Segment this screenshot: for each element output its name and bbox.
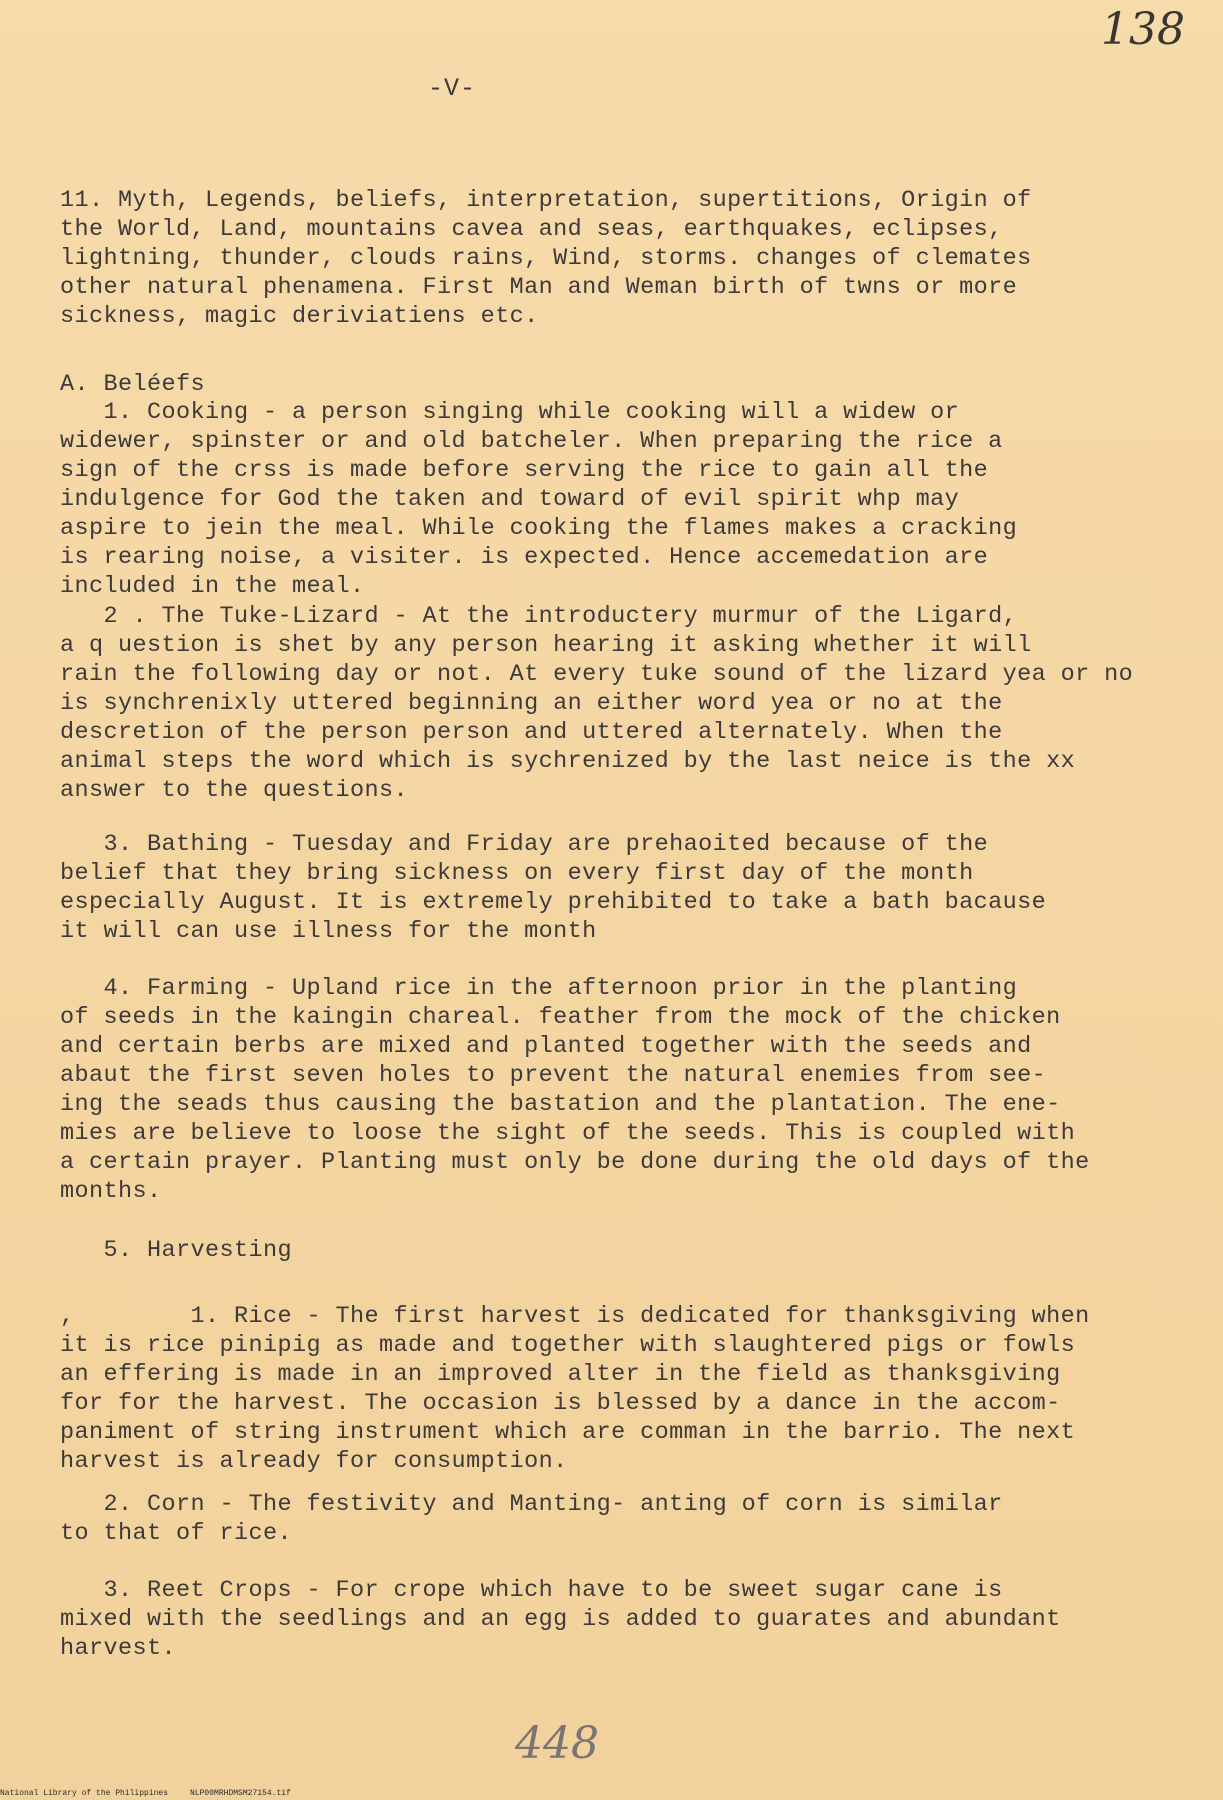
handwritten-signature: 448 [515,1718,599,1769]
text-line: is rearing noise, a visiter. is expected. Hence accemedation are [60,544,989,571]
text-line: 3. Bathing - Tuesday and Friday are prehaoited because of the [60,831,989,858]
text-line: a certain prayer. Planting must only be done during the old days of the [60,1149,1090,1176]
text-line: indulgence for God the taken and toward of evil spirit whp may [60,486,960,513]
text-line: abaut the first seven holes to prevent the natural enemies from see- [60,1062,1047,1089]
text-line: lightning, thunder, clouds rains, Wind, storms. changes of clemates [60,245,1032,272]
root-crops-paragraph [60,1576,1140,1663]
harvesting-heading: 5. Harvesting [60,1237,293,1264]
beliefs-heading: A. Beléefs [60,371,206,398]
text-line: the World, Land, mountains cavea and seas, earthquakes, eclipses, [60,216,1003,243]
text-line: sign of the crss is made before serving the rice to gain all the [60,457,989,484]
text-line: rain the following day or not. At every tuke sound of the lizard yea or no [60,661,1134,688]
text-line: harvest. [60,1635,177,1662]
text-line: aspire to jein the meal. While cooking the flames makes a cracking [60,515,1018,542]
text-line: months. [60,1178,162,1205]
scan-footer [0,1789,1223,1798]
rice-paragraph [60,1302,1140,1476]
text-line: belief that they bring sickness on every first day of the month [60,860,974,887]
text-line: widewer, spinster or and old batcheler. When preparing the rice a [60,428,1003,455]
text-line: it is rice pinipig as made and together with slaughtered pigs or fowls [60,1332,1076,1359]
footer-file: NLP00MRHDMSM27154.tif [190,1789,291,1798]
text-line: for for the harvest. The occasion is blessed by a dance in the accom- [60,1390,1061,1417]
text-line: 4. Farming - Upland rice in the afternoon prior in the planting [60,975,1018,1002]
text-line: 2. Corn - The festivity and Manting- anting of corn is similar [60,1491,1003,1518]
text-line: harvest is already for consumption. [60,1448,568,1475]
text-line: it will can use illness for the month [60,918,597,945]
bathing-paragraph [60,830,1140,946]
text-line: 11. Myth, Legends, beliefs, interpretation, supertitions, Origin of [60,187,1032,214]
tuko-lizard-paragraph [60,602,1140,805]
intro-paragraph [60,186,1140,331]
text-line: of seeds in the kaingin chareal. feather from the mock of the chicken [60,1004,1061,1031]
text-line: to that of rice. [60,1520,293,1547]
text-line: animal steps the word which is sychrenized by the last neice is the xx [60,748,1076,775]
section-marker: -V- [428,74,477,103]
text-line: mies are believe to loose the sight of the seeds. This is coupled with [60,1120,1076,1147]
text-line: 2 . The Tuke-Lizard - At the introductery murmur of the Ligard, [60,603,1018,630]
text-line: an effering is made in an improved alter in the field as thanksgiving [60,1361,1061,1388]
text-line: especially August. It is extremely prehibited to take a bath bacause [60,889,1047,916]
corn-paragraph [60,1490,1140,1548]
text-line: mixed with the seedlings and an egg is added to guarates and abundant [60,1606,1061,1633]
text-line: sickness, magic deriviatiens etc. [60,303,539,330]
text-line: a q uestion is shet by any person hearing it asking whether it will [60,632,1032,659]
text-line: and certain berbs are mixed and planted together with the seeds and [60,1033,1032,1060]
text-line: ing the seads thus causing the bastation and the plantation. The ene- [60,1091,1061,1118]
text-line: paniment of string instrument which are comman in the barrio. The next [60,1419,1076,1446]
text-line: 3. Reet Crops - For crope which have to be sweet sugar cane is [60,1577,1003,1604]
text-line: included in the meal. [60,573,365,600]
page-number: 138 [1101,4,1185,55]
text-line: 1. Cooking - a person singing while cooking will a widew or [60,399,960,426]
text-line: other natural phenamena. First Man and Weman birth of twns or more [60,274,1018,301]
text-line: descretion of the person person and uttered alternately. When the [60,719,1003,746]
cooking-paragraph [60,398,1140,601]
text-line: answer to the questions. [60,777,409,804]
text-line: , 1. Rice - The first harvest is dedicated for thanksgiving when [60,1303,1090,1330]
text-line: is synchrenixly uttered beginning an either word yea or no at the [60,690,1003,717]
farming-paragraph [60,974,1140,1206]
footer-library: National Library of the Philippines [0,1789,169,1798]
